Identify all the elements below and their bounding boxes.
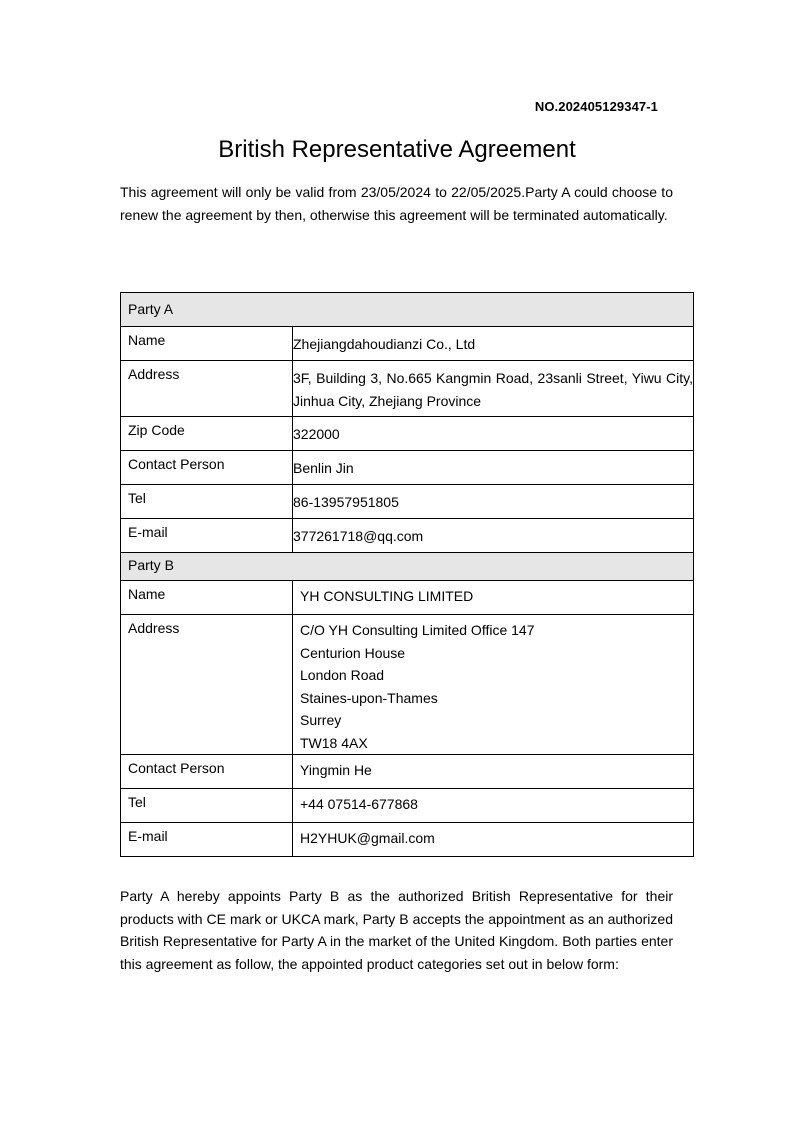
party-b-contact-row (121, 755, 694, 789)
document-title: British Representative Agreement (218, 136, 576, 163)
party-a-tel-label: Tel (121, 485, 293, 519)
party-a-email-label: E-mail (121, 519, 293, 553)
party-b-contact-label: Contact Person (121, 755, 293, 789)
party-b-name-value: YH CONSULTING LIMITED (293, 581, 694, 615)
party-a-name-value: Zhejiangdahoudianzi Co., Ltd (293, 327, 694, 361)
party-a-email-value: 377261718@qq.com (293, 519, 694, 553)
party-b-address-line: Centurion House (300, 644, 406, 661)
party-b-address-label: Address (121, 615, 293, 755)
party-b-tel-value: +44 07514-677868 (293, 789, 694, 823)
party-a-email-row (121, 519, 694, 553)
party-b-header-row (121, 553, 694, 581)
party-b-address-line: Surrey (300, 712, 342, 728)
party-b-email-row (121, 823, 694, 857)
party-b-heading: Party B (121, 553, 694, 581)
party-a-tel-row (121, 485, 694, 519)
party-b-address-row (121, 615, 694, 755)
party-b-contact-value: Yingmin He (293, 755, 694, 789)
party-b-name-label: Name (121, 581, 293, 615)
validity-paragraph: This agreement will only be valid from 23/05/2024 to 22/05/2025.Party A could choose to renew the agreement by then, otherwise this agreement will be terminated automatically. (120, 184, 673, 223)
party-a-heading: Party A (121, 293, 694, 327)
party-a-address-row (121, 361, 694, 417)
document-number: NO.202405129347-1 (534, 99, 658, 114)
party-a-zip-row (121, 417, 694, 451)
party-a-zip-value: 322000 (293, 417, 694, 451)
party-b-email-value: H2YHUK@gmail.com (293, 823, 694, 857)
party-a-contact-label: Contact Person (121, 451, 293, 485)
party-a-name-row (121, 327, 694, 361)
party-b-address-value (293, 615, 694, 755)
parties-table (120, 292, 694, 857)
party-b-address-line: TW18 4AX (300, 734, 368, 751)
party-a-contact-row (121, 451, 694, 485)
party-a-zip-label: Zip Code (121, 417, 293, 451)
party-a-name-label: Name (121, 327, 293, 361)
appointment-paragraph: Party A hereby appoints Party B as the authorized British Representative for their products with CE mark or UKCA mark, Party B accepts the appointment as an authorized British Representative for Party A in the market of the United Kingdom. Both parties enter this agreement as follow, the appointed product categories set out in below form: (120, 888, 673, 972)
party-b-name-row (121, 581, 694, 615)
party-b-address-line: Staines-upon-Thames (300, 689, 438, 706)
party-b-email-label: E-mail (121, 823, 293, 857)
party-a-tel-value: 86-13957951805 (293, 485, 694, 519)
party-b-address-line: C/O YH Consulting Limited Office 147 (300, 622, 535, 638)
party-a-address-label: Address (121, 361, 293, 417)
party-a-address-value: 3F, Building 3, No.665 Kangmin Road, 23sanli Street, Yiwu City, Jinhua City, Zhejiang Province (293, 361, 694, 417)
party-b-tel-row (121, 789, 694, 823)
party-b-address-line: London Road (300, 667, 385, 683)
party-a-header-row (121, 293, 694, 327)
party-a-contact-value: Benlin Jin (293, 451, 694, 485)
party-b-tel-label: Tel (121, 789, 293, 823)
